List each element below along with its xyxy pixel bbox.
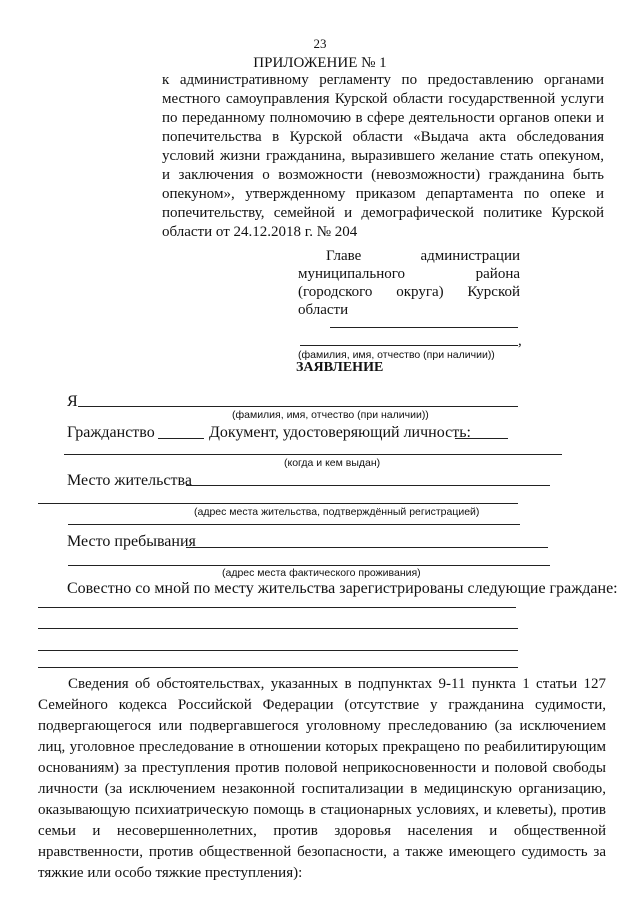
addressee-line: Главе администрации <box>326 248 520 264</box>
addressee-caption: (фамилия, имя, отчество (при наличии)) <box>298 349 495 361</box>
info-line: оказывающую психиатрическую помощь в стационарных условиях, и клеветы), против <box>38 802 606 818</box>
addressee-line: муниципального района <box>298 266 520 282</box>
appendix-title: ПРИЛОЖЕНИЕ № 1 <box>253 55 387 71</box>
info-line: нравственности, против общественной безопасности, а также имеющего судимость за <box>38 844 606 860</box>
info-line: тяжкие или особо тяжкие преступления): <box>38 865 303 881</box>
residence-field-line-2[interactable] <box>38 503 518 504</box>
i-caption: (фамилия, имя, отчество (при наличии)) <box>232 409 429 421</box>
stay-field-line-2[interactable] <box>68 565 550 566</box>
info-line: Семейного кодекса Российской Федерации (отсутствие у гражданина судимости, <box>38 697 606 713</box>
page-number: 23 <box>313 36 327 51</box>
appendix-line: местного самоуправления Курской области государственной услуги <box>162 91 604 107</box>
residence-caption: (адрес места жительства, подтверждённый регистрацией) <box>194 506 480 518</box>
i-label: Я <box>67 393 78 410</box>
document-issued-field[interactable] <box>64 454 562 455</box>
addressee-line: области <box>298 302 349 318</box>
appendix-line: и заключения о возможности (невозможности) гражданина быть <box>162 167 604 183</box>
stay-label: Место пребывания <box>67 533 196 550</box>
registered-field-4[interactable] <box>38 667 518 668</box>
info-line: Сведения об обстоятельствах, указанных в подпунктах 9-11 пункта 1 статьи 127 <box>68 676 606 692</box>
stay-caption: (адрес места фактического проживания) <box>222 567 421 579</box>
citizenship-field[interactable] <box>158 438 204 439</box>
appendix-line: области от 24.12.2018 г. № 204 <box>162 224 358 240</box>
citizenship-label: Гражданство <box>67 424 155 441</box>
appendix-line: условий жизни гражданина, выразившего желание стать опекуном, <box>162 148 604 164</box>
addressee-line: (городского округа) Курской <box>298 284 520 300</box>
residence-label: Место жительства <box>67 472 192 489</box>
info-line: семьи и несовершеннолетних, против здоровья населения и общественной <box>38 823 606 839</box>
residence-field-line-3[interactable] <box>68 524 520 525</box>
info-line: личности (за исключением незаконной госпитализации в медицинскую организацию, <box>38 781 606 797</box>
addressee-comma: , <box>518 333 522 349</box>
addressee-underline[interactable] <box>330 327 518 328</box>
stay-field[interactable] <box>186 547 548 548</box>
info-line: основаниям) за преступления против половой неприкосновенности и половой свободы <box>38 760 606 776</box>
document-field[interactable] <box>455 438 508 439</box>
appendix-line: попечительству, семейной и демографической политике Курской <box>162 205 604 221</box>
addressee-name-underline[interactable] <box>300 345 518 346</box>
residence-field[interactable] <box>186 485 550 486</box>
issued-caption: (когда и кем выдан) <box>284 457 381 469</box>
registered-label: Совестно со мной по месту жительства зарегистрированы следующие граждане: <box>67 580 618 597</box>
registered-field-2[interactable] <box>38 628 518 629</box>
appendix-line: к административному регламенту по предоставлению органами <box>162 72 604 88</box>
registered-field-3[interactable] <box>38 650 518 651</box>
appendix-line: попечительства в Курской области «Выдача акта обследования <box>162 129 604 145</box>
registered-field-1[interactable] <box>38 607 516 608</box>
info-line: лиц, уголовное преследование в отношении которых прекращено по реабилитирующим <box>38 739 606 755</box>
applicant-name-field[interactable] <box>78 406 518 407</box>
appendix-line: по переданному полномочию в сфере деятельности органов опеки и <box>162 110 604 126</box>
document-label: Документ, удостоверяющий личность: <box>209 424 471 441</box>
statement-title: ЗАЯВЛЕНИЕ <box>296 360 384 375</box>
info-line: подвергающегося или подвергавшегося уголовному преследованию (за исключением <box>38 718 606 734</box>
appendix-line: опекуном», утвержденному приказом департамента по опеке и <box>162 186 604 202</box>
